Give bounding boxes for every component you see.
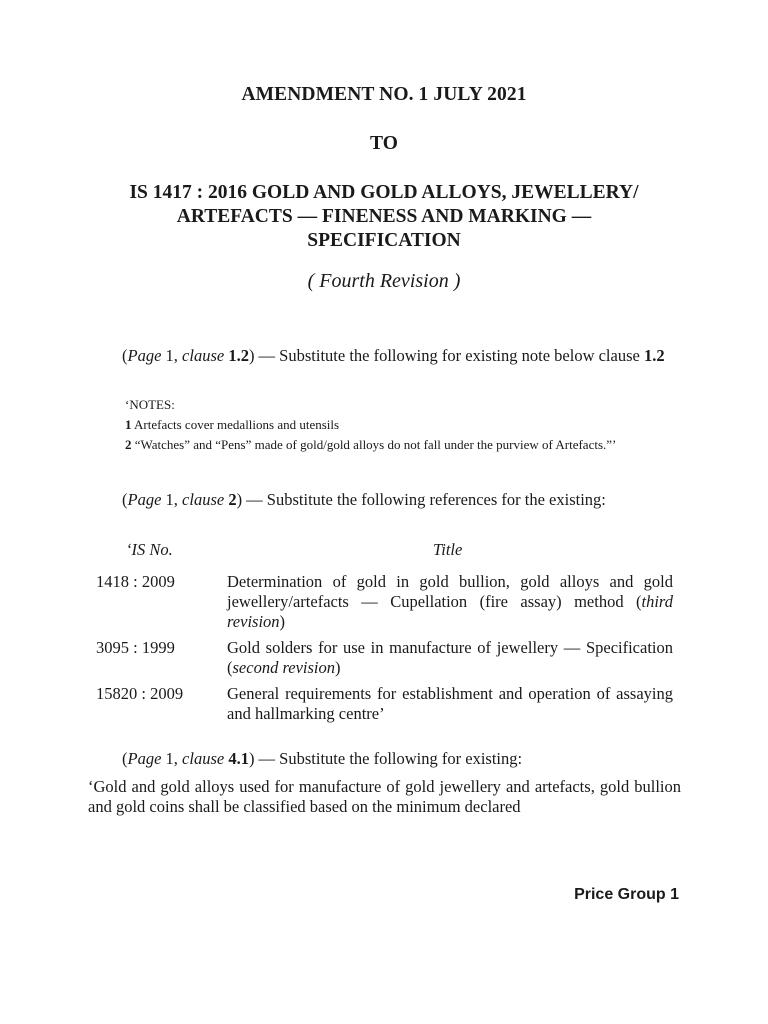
note-2: [125, 436, 681, 453]
amendment-instruction: ) — Substitute the following for existing note below clause: [248, 346, 644, 365]
clause-word: clause: [182, 490, 225, 509]
amendment-heading: AMENDMENT NO. 1 JULY 2021: [241, 84, 527, 105]
column-header-title: Title: [433, 540, 463, 559]
amendment-item-2: [88, 490, 681, 510]
title-text: Determination of gold in gold bullion, gold alloys and gold jewellery/artefacts — Cupellation (fire assay) method (: [227, 572, 673, 611]
revision-label: ( Fourth Revision ): [307, 270, 461, 292]
standard-title-cell: [227, 684, 673, 724]
clause-number: 2: [224, 490, 237, 509]
clause-word: clause: [182, 749, 225, 768]
standard-title-line-1: IS 1417 : 2016 GOLD AND GOLD ALLOYS, JEWELLERY/: [129, 182, 639, 203]
is-number: 15820 : 2009: [96, 684, 184, 703]
page-number: 1,: [161, 490, 183, 509]
title-end: ): [279, 612, 286, 631]
paren-open: (: [122, 749, 128, 768]
clause-number: 4.1: [224, 749, 249, 768]
page-number: 1,: [161, 749, 183, 768]
title-italic: second revision: [232, 658, 335, 677]
note-1: [125, 416, 681, 433]
clause-number: 1.2: [224, 346, 249, 365]
amendment-item-3: [88, 749, 681, 769]
clause-word: clause: [182, 346, 225, 365]
note-2-text: “Watches” and “Pens” made of gold/gold alloys do not fall under the purview of Artefacts.”’: [131, 437, 617, 452]
note-1-text: Artefacts cover medallions and utensils: [131, 417, 340, 432]
standard-title: [0, 181, 768, 253]
note-2-number: 2: [125, 437, 132, 452]
body-paragraph: ‘Gold and gold alloys used for manufacture of gold jewellery and artefacts, gold bullion and gold coins shall be classified based on the minimum declared: [88, 777, 681, 816]
column-header-is-no: ‘IS No.: [126, 540, 173, 559]
title-end: ): [335, 658, 341, 677]
notes-heading: ‘NOTES:: [125, 397, 175, 412]
paren-open: (: [122, 346, 128, 365]
page-word: Page: [127, 346, 162, 365]
paren-open: (: [122, 490, 128, 509]
price-group-label: Price Group 1: [574, 886, 679, 903]
clause-reference: 1.2: [643, 346, 665, 365]
amendment-instruction: ) — Substitute the following for existing:: [248, 749, 523, 768]
standard-title-cell: [227, 572, 673, 632]
standard-title-line-2: ARTEFACTS — FINENESS AND MARKING —: [176, 206, 592, 227]
is-number: 3095 : 1999: [96, 638, 175, 657]
amendment-item-1: [88, 346, 681, 366]
standard-title-cell: [227, 638, 673, 678]
page-number: 1,: [161, 346, 183, 365]
standard-title-line-3: SPECIFICATION: [307, 230, 461, 251]
title-text: General requirements for establishment and operation of assaying and hallmarking centre’: [227, 684, 673, 723]
title-text: Gold solders for use in manufacture of jewellery — Specification (: [227, 638, 673, 677]
to-heading: TO: [369, 133, 399, 154]
page-word: Page: [127, 749, 162, 768]
title-italic: third revision: [227, 592, 673, 631]
page-word: Page: [127, 490, 162, 509]
amendment-instruction: ) — Substitute the following references for the existing:: [236, 490, 606, 509]
is-number: 1418 : 2009: [96, 572, 175, 591]
note-1-number: 1: [125, 417, 132, 432]
notes-block: [125, 396, 681, 453]
